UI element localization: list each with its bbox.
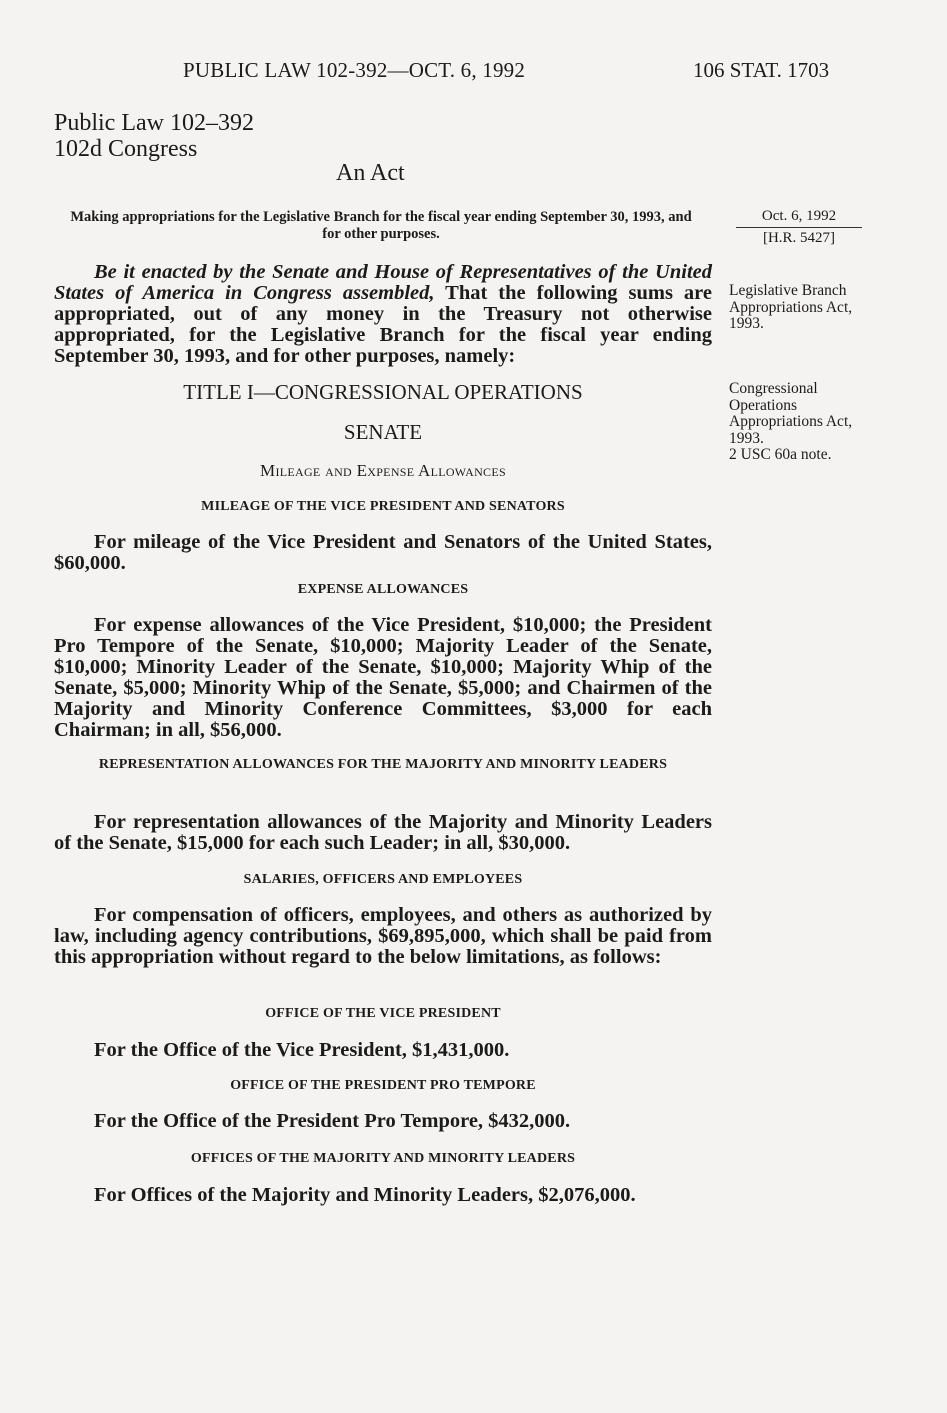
title-heading: TITLE I—CONGRESSIONAL OPERATIONS	[183, 380, 583, 404]
enacting-clause-rest: That the following sums are appropriated, out of any money in the Treasury not otherwise appropriated, for the Legislative Branch for the fiscal year ending September 30, 1993, and for other purposes, namely:	[54, 282, 712, 367]
margin-note-short-title: Legislative Branch Appropriations Act, 1993.	[729, 282, 853, 332]
section-text: For Offices of the Majority and Minority Leaders, $2,076,000.	[94, 1184, 636, 1206]
section-text: For the Office of the President Pro Tempore, $432,000.	[94, 1110, 571, 1132]
section-text: For mileage of the Vice President and Senators of the United States, $60,000.	[54, 531, 712, 574]
running-header-left: PUBLIC LAW 102-392—OCT. 6, 1992	[183, 58, 526, 82]
section-heading: OFFICE OF THE PRESIDENT PRO TEMPORE	[230, 1078, 536, 1093]
enacting-clause	[54, 262, 712, 367]
section-text: For expense allowances of the Vice President, $10,000; the President Pro Tempore of the Senate, $10,000; Majority Leader of the Senate, $10,000; Minority Leader of the Senate, $10,000; Majority Whip of the Senate, $5,000; Minority Whip of the Senate, $5,000; and Chairmen of the Majority and Minority Conference Committees, $3,000 for each Chairman; in all, $56,000.	[54, 614, 712, 741]
mileage-expense-heading: Mileage and Expense Allowances	[260, 461, 506, 480]
section-heading: MILEAGE OF THE VICE PRESIDENT AND SENATORS	[201, 499, 565, 514]
margin-note-title-i-name: Congressional Operations Appropriations Act, 1993.	[729, 380, 853, 447]
section-text: For representation allowances of the Majority and Minority Leaders of the Senate, $15,000 for each such Leader; in all, $30,000.	[54, 811, 712, 854]
margin-note-citation: 2 USC 60a note.	[729, 446, 832, 463]
public-law-number: Public Law 102–392	[54, 110, 254, 136]
section-text: For the Office of the Vice President, $1,431,000.	[94, 1039, 510, 1061]
section-heading: EXPENSE ALLOWANCES	[297, 582, 469, 597]
section-heading: OFFICES OF THE MAJORITY AND MINORITY LEADERS	[190, 1151, 576, 1166]
section-text: For compensation of officers, employees, and others as authorized by law, including agency contributions, $69,895,000, which shall be paid from this appropriation without regard to the below limitations, as follows:	[54, 904, 712, 968]
margin-note-title-i	[729, 381, 869, 464]
margin-date: Oct. 6, 1992	[736, 206, 862, 228]
enacting-clause-italic: Be it enacted by the Senate and House of Representatives of the United States of America in Congress assembled,	[54, 261, 712, 304]
margin-date-block	[736, 206, 862, 248]
congress-number: 102d Congress	[54, 136, 198, 162]
law-identification	[54, 110, 254, 162]
act-title: An Act	[336, 160, 405, 186]
senate-heading: SENATE	[343, 420, 423, 444]
margin-bill-number: [H.R. 5427]	[762, 230, 836, 246]
running-header-page-number: 106 STAT. 1703	[693, 58, 830, 82]
section-heading: SALARIES, OFFICERS AND EMPLOYEES	[243, 872, 523, 887]
section-heading: REPRESENTATION ALLOWANCES FOR THE MAJORITY AND MINORITY LEADERS	[98, 757, 668, 772]
act-purpose: Making appropriations for the Legislative Branch for the fiscal year ending September 30, 1993, and for other purposes.	[70, 209, 692, 242]
section-heading: OFFICE OF THE VICE PRESIDENT	[265, 1006, 501, 1021]
